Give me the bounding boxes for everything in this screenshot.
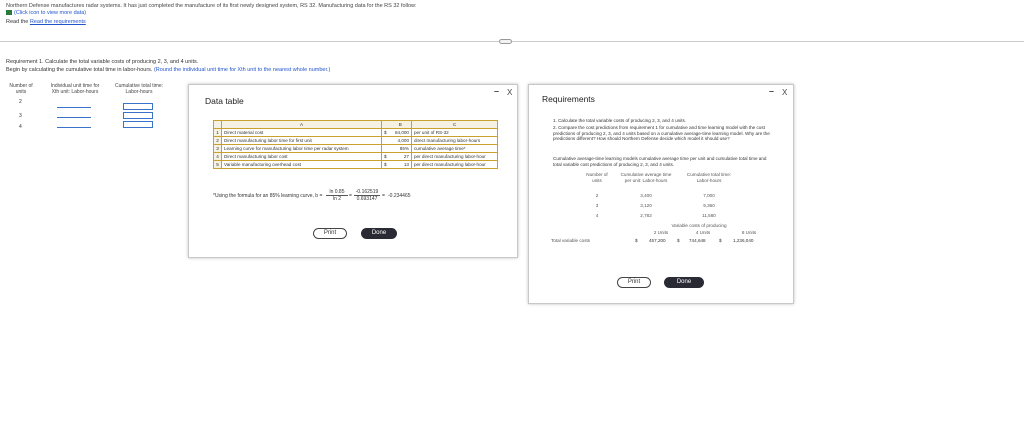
req-units-col-header [579, 172, 615, 183]
done-button[interactable]: Done [664, 277, 704, 288]
total-variable-costs-label: Total variable costs [551, 238, 591, 243]
read-requirements-row [6, 19, 86, 25]
table-row [214, 129, 498, 137]
formula-equals-1: = [349, 193, 352, 199]
req-avg-header-line2: per unit: Labor-hours [624, 177, 668, 183]
vc-value-4: 744,648 [689, 238, 706, 243]
cell-c: cumulative average time* [412, 145, 498, 153]
requirement-1-label: Requirement 1. Calculate the total variable costs of producing 2, 3, and 4 units. [6, 59, 199, 65]
formula-1-denominator: ln 2 [332, 196, 342, 202]
row-number: 4 [214, 153, 222, 161]
vc-dollar-2: $ [677, 238, 680, 243]
individual-time-input-4[interactable] [57, 127, 91, 128]
row-units-4: 4 [19, 124, 22, 130]
problem-intro: Northern Defense manufactures radar systems. It has just completed the manufacture of its first newly designed system, RS 32. Manufacturing data for the RS 32 follow: [6, 3, 417, 9]
individual-time-input-2[interactable] [57, 107, 91, 108]
print-button[interactable]: Print [617, 277, 651, 288]
cumulative-col-header-line1: Cumulative total time: [114, 83, 164, 89]
formula-2-denominator: 0.693147 [356, 196, 378, 202]
req-row-cum: 7,000 [703, 193, 715, 198]
data-table-title: Data table [205, 96, 244, 106]
table-row [214, 137, 498, 145]
cell-c: per direct manufacturing labor-hour [412, 161, 498, 169]
units-col-header [6, 83, 36, 95]
vc-value-8: 1,236,040 [733, 238, 754, 243]
print-button[interactable]: Print [313, 228, 347, 239]
cell-b: 13 [390, 161, 412, 169]
cell-b: 27 [390, 153, 412, 161]
cell-b: 84,000 [390, 129, 412, 137]
minimize-icon[interactable]: – [769, 86, 775, 96]
vc-col-2-units: 2 Units [653, 230, 669, 235]
cell-c: direct manufacturing labor-hours [412, 137, 498, 145]
individual-time-col-header [42, 83, 108, 95]
variable-costs-title: Variable costs of producing [671, 223, 727, 228]
individual-time-input-3[interactable] [57, 117, 91, 118]
table-row [214, 161, 498, 169]
close-icon[interactable]: X [782, 88, 788, 97]
cell-a: Direct manufacturing labor cost [222, 153, 382, 161]
formula-1-numerator: ln 0.85 [326, 189, 348, 196]
requirements-title: Requirements [542, 94, 595, 104]
req-row-units: 3 [595, 203, 599, 208]
expand-handle[interactable] [499, 39, 512, 44]
formula-result: -0.234465 [388, 193, 411, 199]
formula-fraction-1 [326, 189, 348, 202]
table-row [214, 153, 498, 161]
formula-2-numerator: -0.162519 [355, 189, 379, 195]
req-row-avg: 3,120 [640, 203, 652, 208]
req-units-header-line2: units [592, 177, 602, 183]
cell-a: Direct material cost [222, 129, 382, 137]
cumulative-time-input-3[interactable] [123, 112, 153, 119]
cell-b-sym [382, 137, 390, 145]
close-icon[interactable]: X [507, 88, 513, 97]
formula-fraction-2 [354, 189, 380, 202]
individual-col-header-line1: Individual unit time for [50, 83, 100, 89]
req-cum-header-line1: Cumulative total time: [686, 172, 732, 177]
cell-b-sym: $ [382, 129, 390, 137]
cell-b: 4,000 [390, 137, 412, 145]
row-number: 1 [214, 129, 222, 137]
cumulative-time-input-2[interactable] [123, 103, 153, 110]
vc-dollar-1: $ [635, 238, 638, 243]
table-header-row [214, 121, 498, 129]
minimize-icon[interactable]: – [494, 86, 500, 96]
row-number: 5 [214, 161, 222, 169]
req-avg-header-line1: Cumulative average time [620, 172, 672, 177]
cell-b: 85% [390, 145, 412, 153]
req-row-cum: 9,360 [703, 203, 715, 208]
learning-curve-footnote: *Using the formula for an 85% learning curve, b = [213, 193, 323, 199]
cell-c: per unit of RS-32 [412, 129, 498, 137]
req-cum-col-header [679, 172, 739, 183]
section-divider [0, 41, 1024, 42]
requirement-item-2: 2. Compare the cost predictions from requirement 1 for cumulative and time learning model with the cost predictions of producing 2, 3, and 4 units based on a cumulative average-time learning model. Why are the predictions different? How should Northern Defense decide which model it should use? [553, 125, 770, 142]
col-b-header: B [390, 121, 412, 129]
vc-col-4-units: 4 Units [695, 230, 711, 235]
cell-b-sym: $ [382, 153, 390, 161]
units-col-header-line2: units [15, 89, 27, 95]
vc-value-2: 457,200 [649, 238, 666, 243]
requirements-popup [528, 84, 794, 304]
cumulative-time-col-header [114, 83, 164, 95]
cumulative-note: Cumulative average-time learning models cumulative average time per unit and cumulative total time and total variable cost predictions of producing 2, 3, and 4 units. [553, 156, 767, 167]
data-table [213, 120, 498, 169]
req-row-avg: 2,782 [640, 213, 652, 218]
req-cum-header-line2: Labor-hours [696, 177, 722, 183]
row-number: 3 [214, 145, 222, 153]
data-table-popup [188, 84, 518, 258]
col-b-sym-header [382, 121, 390, 129]
read-the-text: Read the [6, 19, 30, 25]
individual-col-header-line2: Xth unit: Labor-hours [51, 89, 99, 95]
units-col-header-line1: Number of [9, 83, 33, 89]
begin-text: Begin by calculating the cumulative total time in labor-hours. [6, 67, 153, 73]
begin-instructions [6, 67, 330, 73]
req-units-header-line1: Number of [586, 172, 608, 177]
view-more-data-link[interactable] [6, 10, 86, 16]
row-number: 2 [214, 137, 222, 145]
cell-c: per direct manufacturing labor-hour [412, 153, 498, 161]
col-c-header: C [412, 121, 498, 129]
req-row-avg: 3,400 [640, 193, 652, 198]
rounding-hint: (Round the individual unit time for Xth unit to the nearest whole number.) [153, 67, 331, 73]
cumulative-col-header-line2: Labor-hours [125, 89, 153, 95]
requirements-link[interactable]: Read the requirements [29, 19, 86, 25]
cell-a: Direct manufacturing labor time for first unit [222, 137, 382, 145]
cell-a: Variable manufacturing overhead cost [222, 161, 382, 169]
done-button[interactable]: Done [361, 228, 397, 239]
view-more-data-text[interactable]: (Click icon to view more data) [14, 10, 87, 16]
table-row [214, 145, 498, 153]
req-row-units: 4 [595, 213, 599, 218]
requirement-item-1: 1. Calculate the total variable costs of producing 2, 3, and 4 units. [553, 118, 687, 123]
row-units-2: 2 [19, 99, 22, 105]
req-avg-col-header [615, 172, 677, 183]
row-units-3: 3 [19, 113, 22, 119]
formula-equals-2: = [382, 193, 385, 199]
data-grid-icon[interactable] [6, 10, 12, 15]
cell-b-sym: $ [382, 161, 390, 169]
col-a-header: A [222, 121, 382, 129]
cumulative-time-input-4[interactable] [123, 121, 153, 128]
cell-a: Learning curve for manufacturing labor time per radar system [222, 145, 382, 153]
req-row-units: 2 [595, 193, 599, 198]
req-row-cum: 11,560 [702, 213, 716, 218]
vc-col-8-units: 8 Units [741, 230, 757, 235]
vc-dollar-3: $ [719, 238, 722, 243]
cell-b-sym [382, 145, 390, 153]
corner-cell [214, 121, 222, 129]
